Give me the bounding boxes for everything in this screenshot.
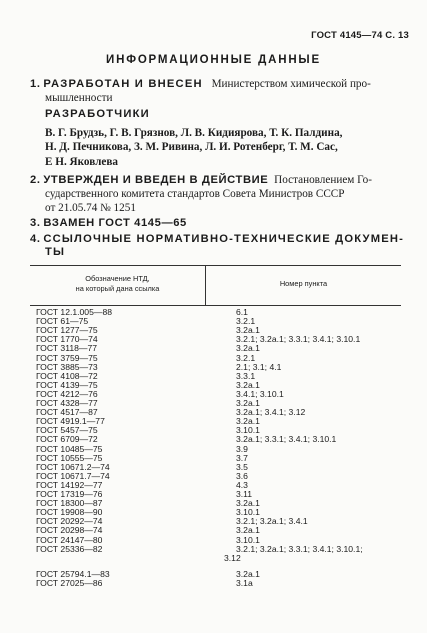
section-1-number: 1. xyxy=(30,78,41,90)
section-4-line-1 xyxy=(30,232,404,246)
table-cell-document: ГОСТ 4212—76 xyxy=(36,388,98,399)
table-cell-document: ГОСТ 1770—74 xyxy=(36,334,98,345)
table-cell-document: ГОСТ 14192—77 xyxy=(36,479,103,490)
developers-line-2: Н. Д. Печникова, З. М. Ривина, Л. И. Ротенберг, Т. М. Сас, xyxy=(45,141,338,153)
table-cell-clause: 3.2а.1 xyxy=(236,498,260,509)
table-cell-clause: 3.10.1 xyxy=(236,507,260,518)
table-cell-document: ГОСТ 12.1.005—88 xyxy=(36,307,113,317)
table-cell-clause: 3.2а.1; 3.4.1; 3.12 xyxy=(236,407,306,418)
table-cell-document: ГОСТ 10671.7—74 xyxy=(36,470,110,481)
document-title: ИНФОРМАЦИОННЫЕ ДАННЫЕ xyxy=(106,54,321,66)
section-2-line-2: сударственного комитета стандартов Совета Министров СССР xyxy=(45,188,345,200)
table-cell-clause: 3.12 xyxy=(224,552,241,563)
table-cell-document: ГОСТ 4919.1—77 xyxy=(36,416,105,427)
table-cell-clause: 3.2а.1; 3.3.1; 3.4.1; 3.10.1 xyxy=(236,434,337,445)
table-cell-clause: 3.1а xyxy=(236,577,253,588)
section-2-heading: УТВЕРЖДЕН И ВВЕДЕН В ДЕЙСТВИЕ xyxy=(43,174,269,186)
table-cell-document: ГОСТ 6709—72 xyxy=(36,434,98,445)
table-cell-clause: 3.10.1 xyxy=(236,425,260,436)
section-3-heading: ВЗАМЕН ГОСТ 4145—65 xyxy=(43,217,187,229)
table-top-rule xyxy=(30,265,401,266)
table-cell-clause: 3.2а.1 xyxy=(236,416,260,427)
table-cell-document: ГОСТ 4517—87 xyxy=(36,407,98,418)
table-cell-clause: 3.2.1; 3.2а.1; 3.3.1; 3.4.1; 3.10.1 xyxy=(236,334,361,345)
column-header-document-line-2: на который дана ссылка xyxy=(75,284,160,293)
table-cell-clause: 3.11 xyxy=(236,489,253,499)
table-cell-document: ГОСТ 17319—76 xyxy=(36,489,103,499)
table-cell-document: ГОСТ 24147—80 xyxy=(36,534,103,545)
table-cell-document: ГОСТ 20292—74 xyxy=(36,516,103,527)
table-header-rule xyxy=(30,305,401,306)
table-cell-document: ГОСТ 18300—87 xyxy=(36,498,103,509)
section-4-number: 4. xyxy=(30,233,41,245)
developers-heading: РАЗРАБОТЧИКИ xyxy=(45,108,150,120)
section-3-line xyxy=(30,216,187,230)
table-cell-clause: 3.7 xyxy=(236,452,248,463)
table-cell-clause: 3.2а.1 xyxy=(236,343,260,354)
section-1-heading: РАЗРАБОТАН И ВНЕСЕН xyxy=(43,78,203,90)
table-cell-clause: 3.2.1 xyxy=(236,352,256,363)
table-cell-document: ГОСТ 1277—75 xyxy=(36,325,98,336)
table-cell-document: ГОСТ 5457—75 xyxy=(36,425,98,436)
table-cell-clause: 3.4.1; 3.10.1 xyxy=(236,388,284,399)
table-cell-clause: 4.3 xyxy=(236,479,248,490)
section-1-line-2: мышленности xyxy=(45,92,113,104)
developers-line-3: Е Н. Яковлева xyxy=(45,156,119,168)
table-cell-document: ГОСТ 20298—74 xyxy=(36,525,103,536)
section-1-line-1 xyxy=(30,77,371,91)
table-cell-document: ГОСТ 25336—82 xyxy=(36,543,103,554)
table-cell-clause: 3.2.1; 3.2а.1; 3.4.1 xyxy=(236,516,308,527)
table-cell-clause: 3.2а.1 xyxy=(236,325,260,336)
section-1-text: Министерством химической про- xyxy=(211,78,371,90)
table-cell-clause: 3.3.1 xyxy=(236,370,256,381)
column-header-document-line-1: Обозначение НТД, xyxy=(85,274,150,283)
table-cell-document: ГОСТ 19908—90 xyxy=(36,507,103,518)
table-cell-clause: 3.5 xyxy=(236,461,248,472)
section-2-line-3: от 21.05.74 № 1251 xyxy=(45,202,136,214)
column-header-document xyxy=(30,274,205,294)
developers-line-1: В. Г. Брудзь, Г. В. Грязнов, Л. В. Кидиярова, Т. К. Палдина, xyxy=(45,127,343,139)
table-cell-document: ГОСТ 4328—77 xyxy=(36,398,98,408)
table-cell-document: ГОСТ 10671.2—74 xyxy=(36,461,110,472)
table-cell-document: ГОСТ 10485—75 xyxy=(36,443,103,454)
table-cell-document: ГОСТ 3885—73 xyxy=(36,361,98,372)
page-header: ГОСТ 4145—74 С. 13 xyxy=(311,30,409,41)
section-3-number: 3. xyxy=(30,217,41,229)
table-cell-clause: 3.9 xyxy=(236,443,248,454)
table-cell-clause: 3.2.1; 3.2а.1; 3.3.1; 3.4.1; 3.10.1; xyxy=(236,543,363,554)
table-cell-document: ГОСТ 10555—75 xyxy=(36,452,103,463)
table-cell-clause: 6.1 xyxy=(236,307,248,317)
table-cell-clause: 2.1; 3.1; 4.1 xyxy=(236,361,282,372)
table-cell-document: ГОСТ 61—75 xyxy=(36,316,89,327)
table-cell-clause: 3.6 xyxy=(236,470,248,481)
table-cell-clause: 3.2а.1 xyxy=(236,525,260,536)
table-cell-document: ГОСТ 4139—75 xyxy=(36,379,98,390)
section-2-text: Постановлением Го- xyxy=(274,174,372,186)
table-cell-document: ГОСТ 27025—86 xyxy=(36,577,103,588)
section-4-line-2: ТЫ xyxy=(45,246,66,258)
table-cell-document: ГОСТ 25794.1—83 xyxy=(36,568,110,579)
section-2-line-1 xyxy=(30,173,372,187)
table-cell-document: ГОСТ 3759—75 xyxy=(36,352,98,363)
table-cell-clause: 3.2.1 xyxy=(236,316,256,327)
table-cell-clause: 3.10.1 xyxy=(236,534,260,545)
table-cell-clause: 3.2а.1 xyxy=(236,568,260,579)
column-header-clause: Номер пункта xyxy=(279,279,328,288)
table-cell-document: ГОСТ 3118—77 xyxy=(36,343,98,354)
table-cell-document: ГОСТ 4108—72 xyxy=(36,370,98,381)
table-cell-clause: 3.2а.1 xyxy=(236,398,260,408)
section-4-heading: ССЫЛОЧНЫЕ НОРМАТИВНО-ТЕХНИЧЕСКИЕ ДОКУМЕН- xyxy=(43,233,405,245)
table-cell-clause: 3.2а.1 xyxy=(236,379,260,390)
section-2-number: 2. xyxy=(30,174,41,186)
